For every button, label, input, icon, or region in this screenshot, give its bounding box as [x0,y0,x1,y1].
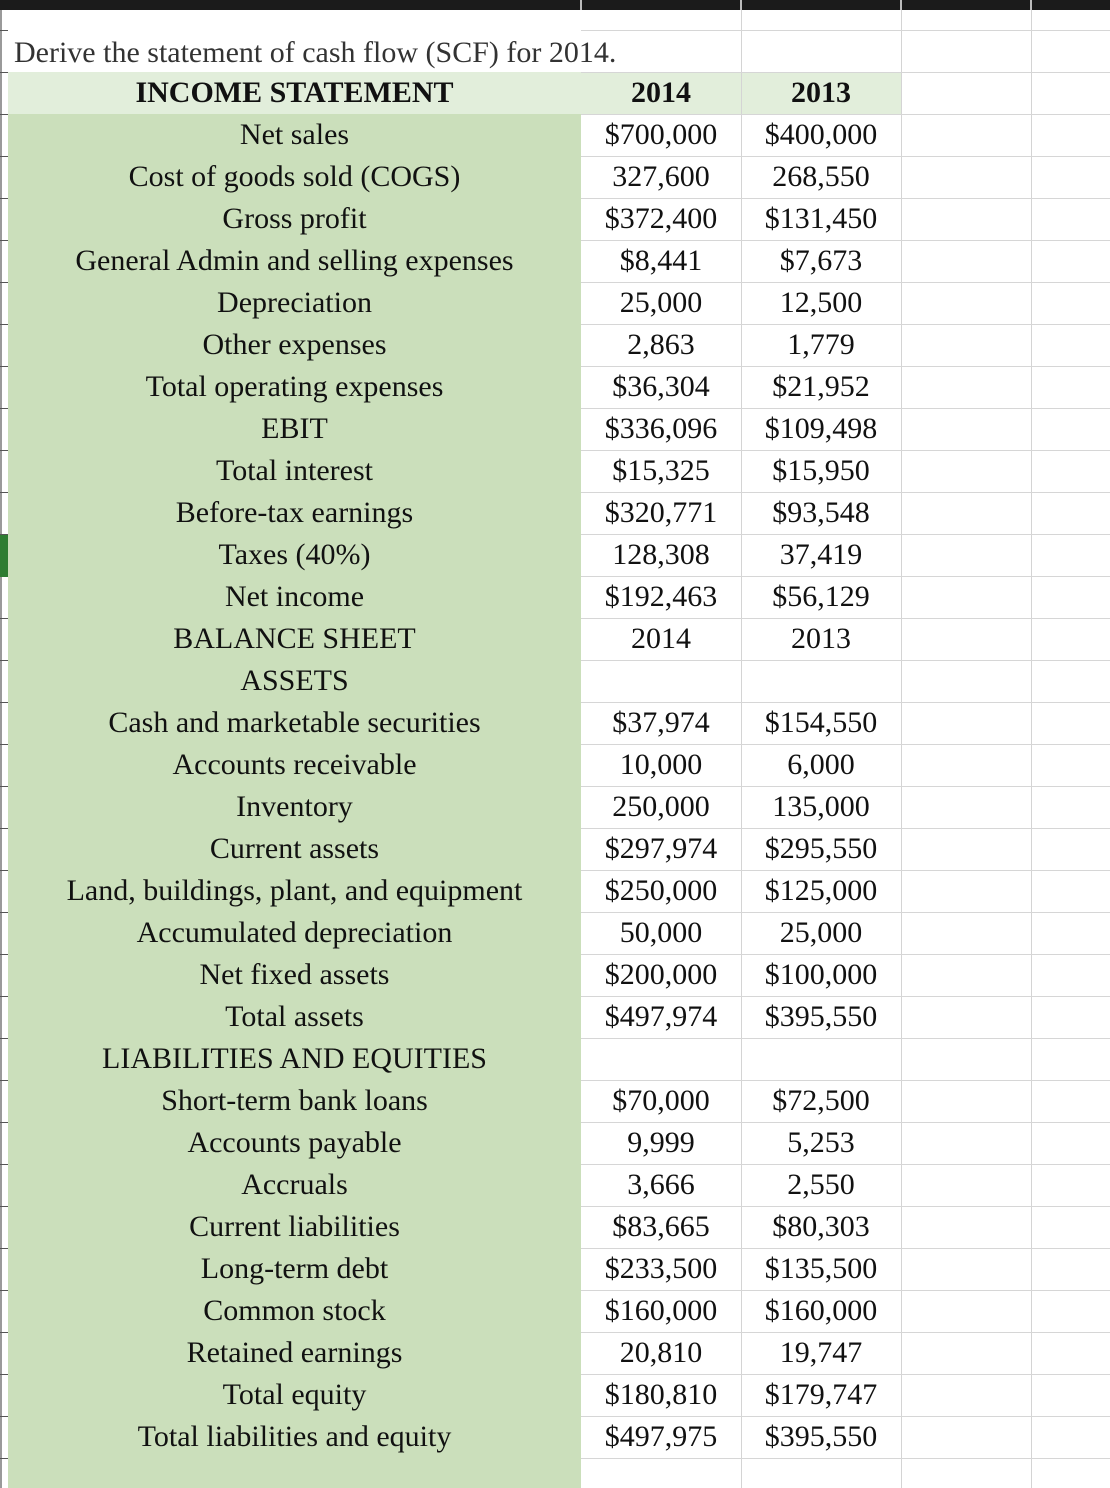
cell-2013[interactable]: $395,550 [764,1420,878,1453]
table-row [0,1374,1110,1416]
cell-2013[interactable]: $295,550 [764,832,878,865]
cell-2013[interactable]: $93,548 [772,496,870,529]
cell-2013[interactable] [741,660,901,702]
table-row [0,282,1110,324]
row-label-cell[interactable]: Accounts payable [187,1126,402,1159]
cell-2014[interactable]: 327,600 [612,160,710,193]
row-label-cell[interactable]: Accruals [241,1168,348,1201]
cell-2014[interactable]: $37,974 [612,706,710,739]
row-label-cell[interactable]: BALANCE SHEET [173,622,416,655]
cell-2013[interactable]: 2013 [791,622,851,655]
cell-2013[interactable]: 268,550 [772,160,870,193]
cell-2013[interactable]: $100,000 [764,958,878,991]
cell-2013[interactable]: $7,673 [779,244,863,277]
cell-2014[interactable]: $233,500 [604,1252,718,1285]
table-row [0,324,1110,366]
cell-2013[interactable]: $15,950 [772,454,870,487]
row-label-cell[interactable]: Current liabilities [189,1210,400,1243]
table-row [0,1080,1110,1122]
row-label-cell[interactable]: Taxes (40%) [218,538,371,571]
cell-2014[interactable]: $8,441 [619,244,703,277]
cell-2013[interactable]: $56,129 [772,580,870,613]
row-label-cell[interactable]: Accumulated depreciation [136,916,453,949]
row-label-cell[interactable]: Retained earnings [186,1336,403,1369]
table-header-row [0,72,1110,114]
row-label-cell[interactable]: Total equity [222,1378,367,1411]
table-row [0,618,1110,660]
table-row [0,408,1110,450]
row-label-cell[interactable]: Net sales [239,118,350,151]
cell-2014[interactable]: $70,000 [612,1084,710,1117]
cell-2013[interactable]: $72,500 [772,1084,870,1117]
cell-2013[interactable]: 6,000 [787,748,855,781]
table-row [0,1164,1110,1206]
cell-2013[interactable]: 5,253 [787,1126,855,1159]
cell-2014[interactable]: $497,974 [604,1000,718,1033]
cell-2014[interactable]: $200,000 [604,958,718,991]
cell-2014[interactable]: $250,000 [604,874,718,907]
cell-2014[interactable]: $700,000 [604,118,718,151]
header-2013[interactable]: 2013 [791,76,851,109]
table-row [0,1206,1110,1248]
cell-2014[interactable]: $15,325 [612,454,710,487]
row-label-cell[interactable]: Cash and marketable securities [108,706,481,739]
table-row [0,870,1110,912]
cell-2013[interactable]: $125,000 [764,874,878,907]
cell-2013[interactable]: 2,550 [787,1168,855,1201]
cell-2014[interactable]: $297,974 [604,832,718,865]
table-row [0,1248,1110,1290]
cell-2014[interactable]: $36,304 [612,370,710,403]
table-row [0,366,1110,408]
table-row [0,660,1110,702]
table-row [0,240,1110,282]
row-label-cell[interactable]: Total interest [215,454,374,487]
table-row [0,912,1110,954]
table-row [0,1332,1110,1374]
table-row [0,744,1110,786]
row-header-tick [0,30,8,31]
row-label-cell[interactable]: Current assets [209,832,380,865]
cell-2014[interactable] [581,1038,741,1080]
table-row [0,1038,1110,1080]
cell-2014[interactable]: 128,308 [612,538,710,571]
cell-2014[interactable]: 2014 [631,622,691,655]
cell-2013[interactable]: $154,550 [764,706,878,739]
table-row [0,1122,1110,1164]
cell-2013[interactable]: $400,000 [764,118,878,151]
cell-2014[interactable]: 25,000 [619,286,703,319]
row-label-cell[interactable]: Inventory [236,790,353,823]
table-row [0,786,1110,828]
cell-2013[interactable]: $160,000 [764,1294,878,1327]
table-row [0,1416,1110,1458]
cell-2013[interactable]: $131,450 [764,202,878,235]
table-row [0,702,1110,744]
row-label-cell[interactable]: Short-term bank loans [161,1084,428,1117]
grid-row-line [581,30,1110,31]
row-label-cell[interactable]: Total operating expenses [145,370,444,403]
cell-2014[interactable]: $372,400 [604,202,718,235]
row-label-cell[interactable]: ASSETS [240,664,349,697]
table-row [0,534,1110,576]
cell-2014[interactable]: $83,665 [612,1210,710,1243]
row-label-cell[interactable]: Long-term debt [200,1252,389,1285]
row-label-cell[interactable]: General Admin and selling expenses [75,244,514,277]
row-header-tick [0,1458,8,1459]
row-label-cell[interactable]: Gross profit [222,202,367,235]
table-row [0,828,1110,870]
table-row [0,492,1110,534]
cell-2014[interactable]: $160,000 [604,1294,718,1327]
row-label-cell[interactable]: Before-tax earnings [175,496,414,529]
cell-2013[interactable]: $109,498 [764,412,878,445]
cell-2013[interactable]: 135,000 [772,790,870,823]
grid-row-line [581,1458,1110,1459]
header-2014[interactable]: 2014 [631,76,691,109]
table-row [0,450,1110,492]
cell-2013[interactable]: $179,747 [764,1378,878,1411]
cell-2014[interactable]: 250,000 [612,790,710,823]
cell-2014[interactable]: $180,810 [604,1378,718,1411]
table-row [0,1290,1110,1332]
cell-2013[interactable]: $135,500 [764,1252,878,1285]
row-label-cell[interactable]: Net income [224,580,365,613]
row-label-cell[interactable]: LIABILITIES AND EQUITIES [102,1042,487,1075]
cell-2014[interactable]: $336,096 [604,412,718,445]
sheet-top-border [0,0,1110,10]
table-row [0,576,1110,618]
cell-2014[interactable]: 10,000 [619,748,703,781]
row-label-cell[interactable]: Other expenses [202,328,387,361]
cell-2014[interactable]: $192,463 [604,580,718,613]
cell-2014[interactable]: 2,863 [627,328,695,361]
table-row [0,114,1110,156]
table-row [0,198,1110,240]
cell-2013[interactable]: 25,000 [779,916,863,949]
cell-2013[interactable]: 19,747 [779,1336,863,1369]
cell-2013[interactable]: 37,419 [779,538,863,571]
cell-2014[interactable] [581,660,741,702]
row-label-cell[interactable]: Total liabilities and equity [137,1420,452,1453]
cell-2013[interactable]: $395,550 [764,1000,878,1033]
cell-2014[interactable]: 50,000 [619,916,703,949]
row-label-cell[interactable]: Net fixed assets [199,958,390,991]
table-row [0,954,1110,996]
row-label-cell[interactable]: Total assets [225,1000,364,1033]
row-label-cell[interactable]: Common stock [203,1294,386,1327]
row-label-cell[interactable]: Land, buildings, plant, and equipment [66,874,523,907]
row-label-cell[interactable]: Cost of goods sold (COGS) [128,160,461,193]
table-row [0,156,1110,198]
cell-2014[interactable]: 3,666 [627,1168,695,1201]
cell-2014[interactable]: 9,999 [627,1126,695,1159]
row-label-cell[interactable]: EBIT [261,412,328,445]
cell-2013[interactable]: 12,500 [779,286,863,319]
cell-2014[interactable]: 20,810 [619,1336,703,1369]
cell-2013[interactable]: $21,952 [772,370,870,403]
header-income-statement[interactable]: INCOME STATEMENT [135,76,454,109]
row-label-cell[interactable]: Accounts receivable [172,748,417,781]
cell-2014[interactable]: $320,771 [604,496,718,529]
cell-2013[interactable] [741,1038,901,1080]
sheet-title[interactable]: Derive the statement of cash flow (SCF) for 2014. [14,36,617,69]
cell-2013[interactable]: $80,303 [772,1210,870,1243]
cell-2013[interactable]: 1,779 [787,328,855,361]
table-row [0,996,1110,1038]
cell-2014[interactable]: $497,975 [604,1420,718,1453]
row-label-cell[interactable]: Depreciation [217,286,372,319]
